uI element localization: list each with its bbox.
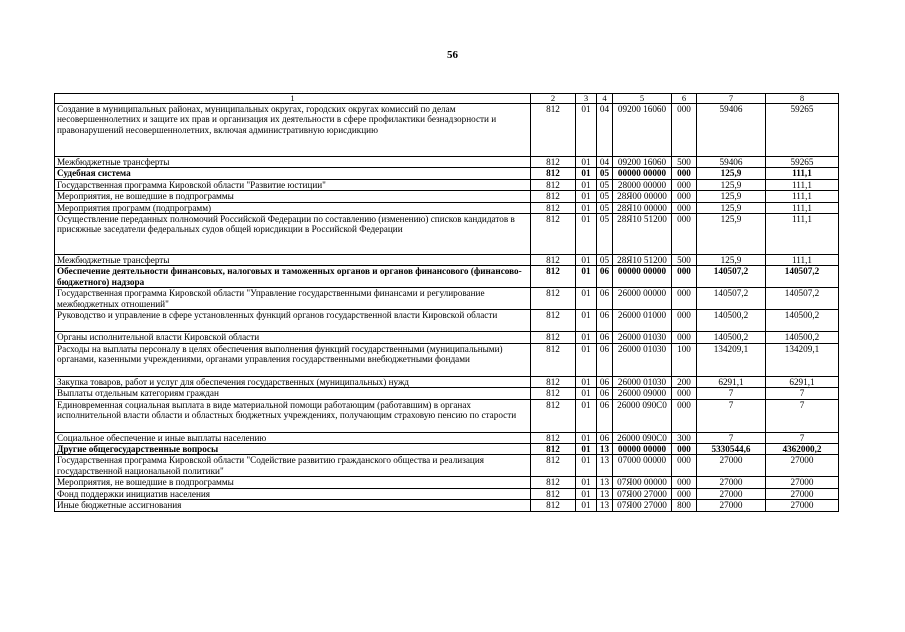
row-expense-type-cell: 000 xyxy=(672,455,697,477)
table-row xyxy=(55,266,839,288)
row-amount-year2-cell: 111,1 xyxy=(766,255,839,266)
row-expense-type-cell: 000 xyxy=(672,202,697,213)
table-row xyxy=(55,168,839,179)
row-code-cell: 812 xyxy=(531,266,576,288)
row-article-cell: 26000 01000 xyxy=(613,310,672,332)
row-amount-year1-cell: 140507,2 xyxy=(697,266,766,288)
table-header-row xyxy=(55,94,839,104)
row-subsection-cell: 05 xyxy=(597,255,613,266)
row-amount-year1-cell: 7 xyxy=(697,388,766,399)
row-name-cell: Выплаты отдельным категориям граждан xyxy=(55,388,531,399)
row-article-cell: 26000 00000 xyxy=(613,288,672,310)
row-expense-type-cell: 000 xyxy=(672,444,697,455)
row-section-cell: 01 xyxy=(576,255,597,266)
row-article-cell: 26000 01030 xyxy=(613,343,672,376)
row-code-cell: 812 xyxy=(531,444,576,455)
table-body xyxy=(55,104,839,512)
row-expense-type-cell: 000 xyxy=(672,191,697,202)
row-section-cell: 01 xyxy=(576,288,597,310)
row-subsection-cell: 06 xyxy=(597,376,613,387)
row-subsection-cell: 05 xyxy=(597,191,613,202)
row-article-cell: 26000 090С0 xyxy=(613,399,672,432)
table-row xyxy=(55,488,839,499)
row-expense-type-cell: 000 xyxy=(672,332,697,343)
row-section-cell: 01 xyxy=(576,179,597,190)
row-expense-type-cell: 500 xyxy=(672,255,697,266)
row-expense-type-cell: 300 xyxy=(672,432,697,443)
row-expense-type-cell: 800 xyxy=(672,500,697,511)
row-subsection-cell: 13 xyxy=(597,500,613,511)
table-row xyxy=(55,500,839,511)
row-amount-year1-cell: 6291,1 xyxy=(697,376,766,387)
row-amount-year2-cell: 7 xyxy=(766,432,839,443)
row-name-cell: Другие общегосударственные вопросы xyxy=(55,444,531,455)
row-subsection-cell: 05 xyxy=(597,179,613,190)
row-section-cell: 01 xyxy=(576,500,597,511)
row-name-cell: Государственная программа Кировской области "Содействие развитию гражданского общества и реализация государственной национальной политики" xyxy=(55,455,531,477)
header-cell: 1 xyxy=(55,94,531,104)
row-name-cell: Социальное обеспечение и иные выплаты населению xyxy=(55,432,531,443)
row-article-cell: 00000 00000 xyxy=(613,266,672,288)
row-subsection-cell: 05 xyxy=(597,168,613,179)
row-article-cell: 26000 09000 xyxy=(613,388,672,399)
row-section-cell: 01 xyxy=(576,104,597,157)
row-code-cell: 812 xyxy=(531,343,576,376)
row-code-cell: 812 xyxy=(531,399,576,432)
row-expense-type-cell: 000 xyxy=(672,399,697,432)
row-name-cell: Руководство и управление в сфере установленных функций органов государственной власти Кировской области xyxy=(55,310,531,332)
row-expense-type-cell: 000 xyxy=(672,179,697,190)
row-name-cell: Создание в муниципальных районах, муниципальных округах, городских округах комиссий по делам несовершеннолетних и защите их прав и организация их деятельности в сфере профилактики безнадзорности и правонарушений несовершеннолетних, включая административную юрисдикцию xyxy=(55,104,531,157)
row-expense-type-cell: 000 xyxy=(672,488,697,499)
row-section-cell: 01 xyxy=(576,376,597,387)
header-cell: 7 xyxy=(697,94,766,104)
row-name-cell: Единовременная социальная выплата в виде материальной помощи работающим (работавшим) в органах исполнительной власти области и областных бюджетных учреждениях, получающим страховую пенсию по старости xyxy=(55,399,531,432)
row-expense-type-cell: 000 xyxy=(672,388,697,399)
row-name-cell: Судебная система xyxy=(55,168,531,179)
row-expense-type-cell: 000 xyxy=(672,104,697,157)
row-article-cell: 26000 01030 xyxy=(613,376,672,387)
row-amount-year2-cell: 140500,2 xyxy=(766,310,839,332)
header-cell: 3 xyxy=(576,94,597,104)
budget-table xyxy=(54,93,839,512)
row-name-cell: Государственная программа Кировской области "Развитие юстиции" xyxy=(55,179,531,190)
row-section-cell: 01 xyxy=(576,455,597,477)
row-name-cell: Мероприятия программ (подпрограмм) xyxy=(55,202,531,213)
row-amount-year2-cell: 59265 xyxy=(766,104,839,157)
row-amount-year2-cell: 27000 xyxy=(766,488,839,499)
row-subsection-cell: 06 xyxy=(597,310,613,332)
table-row xyxy=(55,477,839,488)
row-amount-year2-cell: 6291,1 xyxy=(766,376,839,387)
row-article-cell: 00000 00000 xyxy=(613,168,672,179)
row-section-cell: 01 xyxy=(576,310,597,332)
row-code-cell: 812 xyxy=(531,288,576,310)
row-article-cell: 28Я10 00000 xyxy=(613,202,672,213)
table-row xyxy=(55,255,839,266)
row-subsection-cell: 06 xyxy=(597,343,613,376)
row-section-cell: 01 xyxy=(576,388,597,399)
row-expense-type-cell: 000 xyxy=(672,266,697,288)
row-amount-year1-cell: 27000 xyxy=(697,477,766,488)
table-row xyxy=(55,179,839,190)
row-subsection-cell: 06 xyxy=(597,432,613,443)
table-row xyxy=(55,288,839,310)
row-name-cell: Иные бюджетные ассигнования xyxy=(55,500,531,511)
row-expense-type-cell: 000 xyxy=(672,214,697,255)
row-section-cell: 01 xyxy=(576,343,597,376)
row-amount-year1-cell: 125,9 xyxy=(697,191,766,202)
row-amount-year1-cell: 7 xyxy=(697,432,766,443)
row-name-cell: Расходы на выплаты персоналу в целях обеспечения выполнения функций государственными (муниципальными) органами, казенными учреждениями, органами управления государственными внебюджетными фондами xyxy=(55,343,531,376)
row-amount-year2-cell: 111,1 xyxy=(766,202,839,213)
row-expense-type-cell: 000 xyxy=(672,310,697,332)
row-code-cell: 812 xyxy=(531,500,576,511)
row-name-cell: Органы исполнительной власти Кировской области xyxy=(55,332,531,343)
table-row xyxy=(55,202,839,213)
row-subsection-cell: 06 xyxy=(597,266,613,288)
row-code-cell: 812 xyxy=(531,488,576,499)
row-amount-year2-cell: 111,1 xyxy=(766,214,839,255)
row-subsection-cell: 05 xyxy=(597,214,613,255)
row-amount-year1-cell: 125,9 xyxy=(697,202,766,213)
row-section-cell: 01 xyxy=(576,157,597,168)
row-name-cell: Государственная программа Кировской области "Управление государственными финансами и регулирование межбюджетных отношений" xyxy=(55,288,531,310)
row-section-cell: 01 xyxy=(576,168,597,179)
row-amount-year2-cell: 111,1 xyxy=(766,191,839,202)
row-expense-type-cell: 000 xyxy=(672,168,697,179)
header-cell: 5 xyxy=(613,94,672,104)
row-amount-year2-cell: 111,1 xyxy=(766,168,839,179)
row-subsection-cell: 06 xyxy=(597,399,613,432)
row-name-cell: Осуществление переданных полномочий Российской Федерации по составлению (изменению) списков кандидатов в присяжные заседатели федеральных судов общей юрисдикции в Российской Федерации xyxy=(55,214,531,255)
table-row xyxy=(55,310,839,332)
row-section-cell: 01 xyxy=(576,214,597,255)
row-amount-year2-cell: 140507,2 xyxy=(766,266,839,288)
row-code-cell: 812 xyxy=(531,157,576,168)
table-row xyxy=(55,343,839,376)
table-row xyxy=(55,399,839,432)
row-article-cell: 28Я10 51200 xyxy=(613,255,672,266)
row-code-cell: 812 xyxy=(531,202,576,213)
row-article-cell: 28000 00000 xyxy=(613,179,672,190)
row-amount-year1-cell: 7 xyxy=(697,399,766,432)
row-amount-year1-cell: 59406 xyxy=(697,157,766,168)
row-amount-year1-cell: 140500,2 xyxy=(697,310,766,332)
row-amount-year1-cell: 125,9 xyxy=(697,214,766,255)
row-amount-year1-cell: 125,9 xyxy=(697,168,766,179)
row-amount-year1-cell: 140500,2 xyxy=(697,332,766,343)
table-row xyxy=(55,104,839,157)
row-article-cell: 26000 090С0 xyxy=(613,432,672,443)
row-code-cell: 812 xyxy=(531,376,576,387)
row-code-cell: 812 xyxy=(531,104,576,157)
row-article-cell: 00000 00000 xyxy=(613,444,672,455)
row-code-cell: 812 xyxy=(531,191,576,202)
row-amount-year2-cell: 27000 xyxy=(766,500,839,511)
row-section-cell: 01 xyxy=(576,488,597,499)
row-amount-year1-cell: 59406 xyxy=(697,104,766,157)
header-cell: 6 xyxy=(672,94,697,104)
row-expense-type-cell: 500 xyxy=(672,157,697,168)
row-amount-year2-cell: 134209,1 xyxy=(766,343,839,376)
row-amount-year1-cell: 27000 xyxy=(697,488,766,499)
row-section-cell: 01 xyxy=(576,444,597,455)
row-article-cell: 07Я00 00000 xyxy=(613,477,672,488)
table-row xyxy=(55,455,839,477)
row-expense-type-cell: 100 xyxy=(672,343,697,376)
row-code-cell: 812 xyxy=(531,255,576,266)
row-code-cell: 812 xyxy=(531,214,576,255)
row-article-cell: 07000 00000 xyxy=(613,455,672,477)
row-amount-year2-cell: 140507,2 xyxy=(766,288,839,310)
row-article-cell: 09200 16060 xyxy=(613,104,672,157)
row-expense-type-cell: 000 xyxy=(672,477,697,488)
row-name-cell: Закупка товаров, работ и услуг для обеспечения государственных (муниципальных) нужд xyxy=(55,376,531,387)
row-amount-year1-cell: 5330544,6 xyxy=(697,444,766,455)
row-amount-year2-cell: 59265 xyxy=(766,157,839,168)
row-subsection-cell: 05 xyxy=(597,202,613,213)
table-row xyxy=(55,214,839,255)
row-article-cell: 09200 16060 xyxy=(613,157,672,168)
row-section-cell: 01 xyxy=(576,202,597,213)
row-amount-year1-cell: 125,9 xyxy=(697,179,766,190)
row-section-cell: 01 xyxy=(576,432,597,443)
row-code-cell: 812 xyxy=(531,388,576,399)
row-code-cell: 812 xyxy=(531,168,576,179)
row-amount-year2-cell: 27000 xyxy=(766,477,839,488)
row-subsection-cell: 06 xyxy=(597,332,613,343)
row-name-cell: Межбюджетные трансферты xyxy=(55,157,531,168)
row-subsection-cell: 13 xyxy=(597,477,613,488)
row-subsection-cell: 13 xyxy=(597,444,613,455)
row-amount-year1-cell: 27000 xyxy=(697,455,766,477)
row-section-cell: 01 xyxy=(576,477,597,488)
row-code-cell: 812 xyxy=(531,179,576,190)
row-name-cell: Мероприятия, не вошедшие в подпрограммы xyxy=(55,191,531,202)
row-amount-year2-cell: 4362000,2 xyxy=(766,444,839,455)
row-subsection-cell: 13 xyxy=(597,488,613,499)
table-row xyxy=(55,157,839,168)
row-article-cell: 07Я00 27000 xyxy=(613,500,672,511)
row-section-cell: 01 xyxy=(576,332,597,343)
table-row xyxy=(55,444,839,455)
row-amount-year1-cell: 125,9 xyxy=(697,255,766,266)
row-amount-year2-cell: 7 xyxy=(766,399,839,432)
header-cell: 8 xyxy=(766,94,839,104)
row-name-cell: Межбюджетные трансферты xyxy=(55,255,531,266)
row-amount-year1-cell: 27000 xyxy=(697,500,766,511)
row-subsection-cell: 04 xyxy=(597,157,613,168)
row-code-cell: 812 xyxy=(531,455,576,477)
row-expense-type-cell: 200 xyxy=(672,376,697,387)
row-subsection-cell: 13 xyxy=(597,455,613,477)
row-code-cell: 812 xyxy=(531,310,576,332)
row-amount-year2-cell: 140500,2 xyxy=(766,332,839,343)
row-name-cell: Фонд поддержки инициатив населения xyxy=(55,488,531,499)
row-article-cell: 07Я00 27000 xyxy=(613,488,672,499)
table-row xyxy=(55,432,839,443)
row-subsection-cell: 06 xyxy=(597,388,613,399)
row-code-cell: 812 xyxy=(531,432,576,443)
table-row xyxy=(55,332,839,343)
page-number: 56 xyxy=(447,49,458,61)
row-expense-type-cell: 000 xyxy=(672,288,697,310)
row-amount-year2-cell: 7 xyxy=(766,388,839,399)
row-amount-year1-cell: 134209,1 xyxy=(697,343,766,376)
table-row xyxy=(55,376,839,387)
row-code-cell: 812 xyxy=(531,332,576,343)
table-row xyxy=(55,388,839,399)
row-amount-year1-cell: 140507,2 xyxy=(697,288,766,310)
row-article-cell: 28Я10 51200 xyxy=(613,214,672,255)
row-subsection-cell: 06 xyxy=(597,288,613,310)
row-subsection-cell: 04 xyxy=(597,104,613,157)
row-amount-year2-cell: 27000 xyxy=(766,455,839,477)
header-cell: 4 xyxy=(597,94,613,104)
header-cell: 2 xyxy=(531,94,576,104)
row-code-cell: 812 xyxy=(531,477,576,488)
row-section-cell: 01 xyxy=(576,399,597,432)
row-name-cell: Мероприятия, не вошедшие в подпрограммы xyxy=(55,477,531,488)
row-article-cell: 26000 01030 xyxy=(613,332,672,343)
table-row xyxy=(55,191,839,202)
row-section-cell: 01 xyxy=(576,266,597,288)
row-section-cell: 01 xyxy=(576,191,597,202)
row-article-cell: 28Я00 00000 xyxy=(613,191,672,202)
row-name-cell: Обеспечение деятельности финансовых, налоговых и таможенных органов и органов финансового (финансово-бюджетного) надзора xyxy=(55,266,531,288)
row-amount-year2-cell: 111,1 xyxy=(766,179,839,190)
